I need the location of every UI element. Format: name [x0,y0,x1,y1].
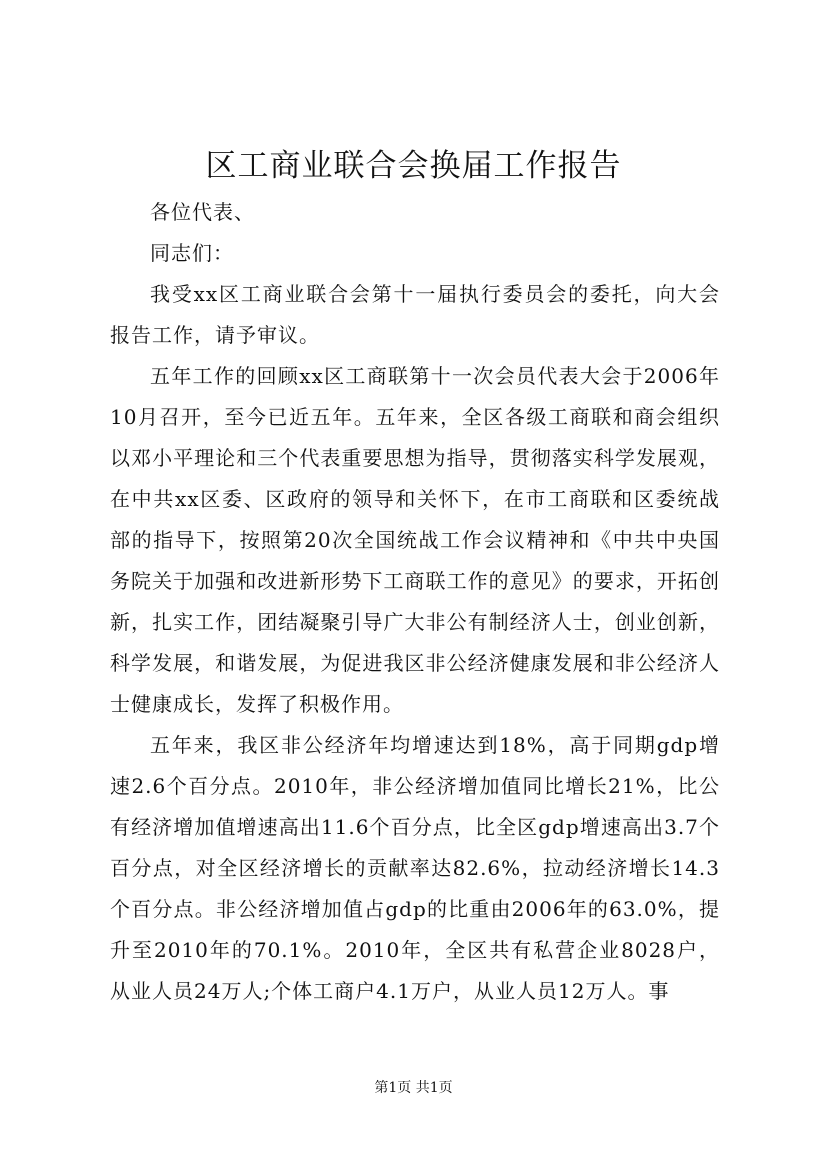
salutation-line-2: 同志们： [150,241,234,265]
intro-paragraph: 我受xx区工商业联合会第十一届执行委员会的委托，向大会报告工作，请予审议。 [110,282,720,347]
document-body [110,192,720,1012]
document-title: 区工商业联合会换届工作报告 [205,148,622,184]
page-footer: 第1页 共1页 [374,1080,453,1096]
salutation-line-1: 各位代表、 [150,200,255,224]
statistics-paragraph: 五年来，我区非公经济年均增速达到18%，高于同期gdp增速2.6个百分点。2010年，非公经济增加值同比增长21%，比公有经济增加值增速高出11.6个百分点，比全区gdp增速高出3.7个百分点，对全区经济增长的贡献率达82.6%，拉动经济增长14.3个百分点。非公经济增加值占gdp的比重由2006年的63.0%，提升至2010年的70.1%。2010年，全区共有私营企业8028户，从业人员24万人;个体工商户4.1万户，从业人员12万人。事 [110,733,720,1003]
review-paragraph: 五年工作的回顾xx区工商联第十一次会员代表大会于2006年10月召开，至今已近五年。五年来，全区各级工商联和商会组织以邓小平理论和三个代表重要思想为指导，贯彻落实科学发展观，在中共xx区委、区政府的领导和关怀下，在市工商联和区委统战部的指导下，按照第20次全国统战工作会议精神和《中共中央国务院关于加强和改进新形势下工商联工作的意见》的要求，开拓创新，扎实工作，团结凝聚引导广大非公有制经济人士，创业创新，科学发展，和谐发展，为促进我区非公经济健康发展和非公经济人士健康成长，发挥了积极作用。 [110,364,720,716]
